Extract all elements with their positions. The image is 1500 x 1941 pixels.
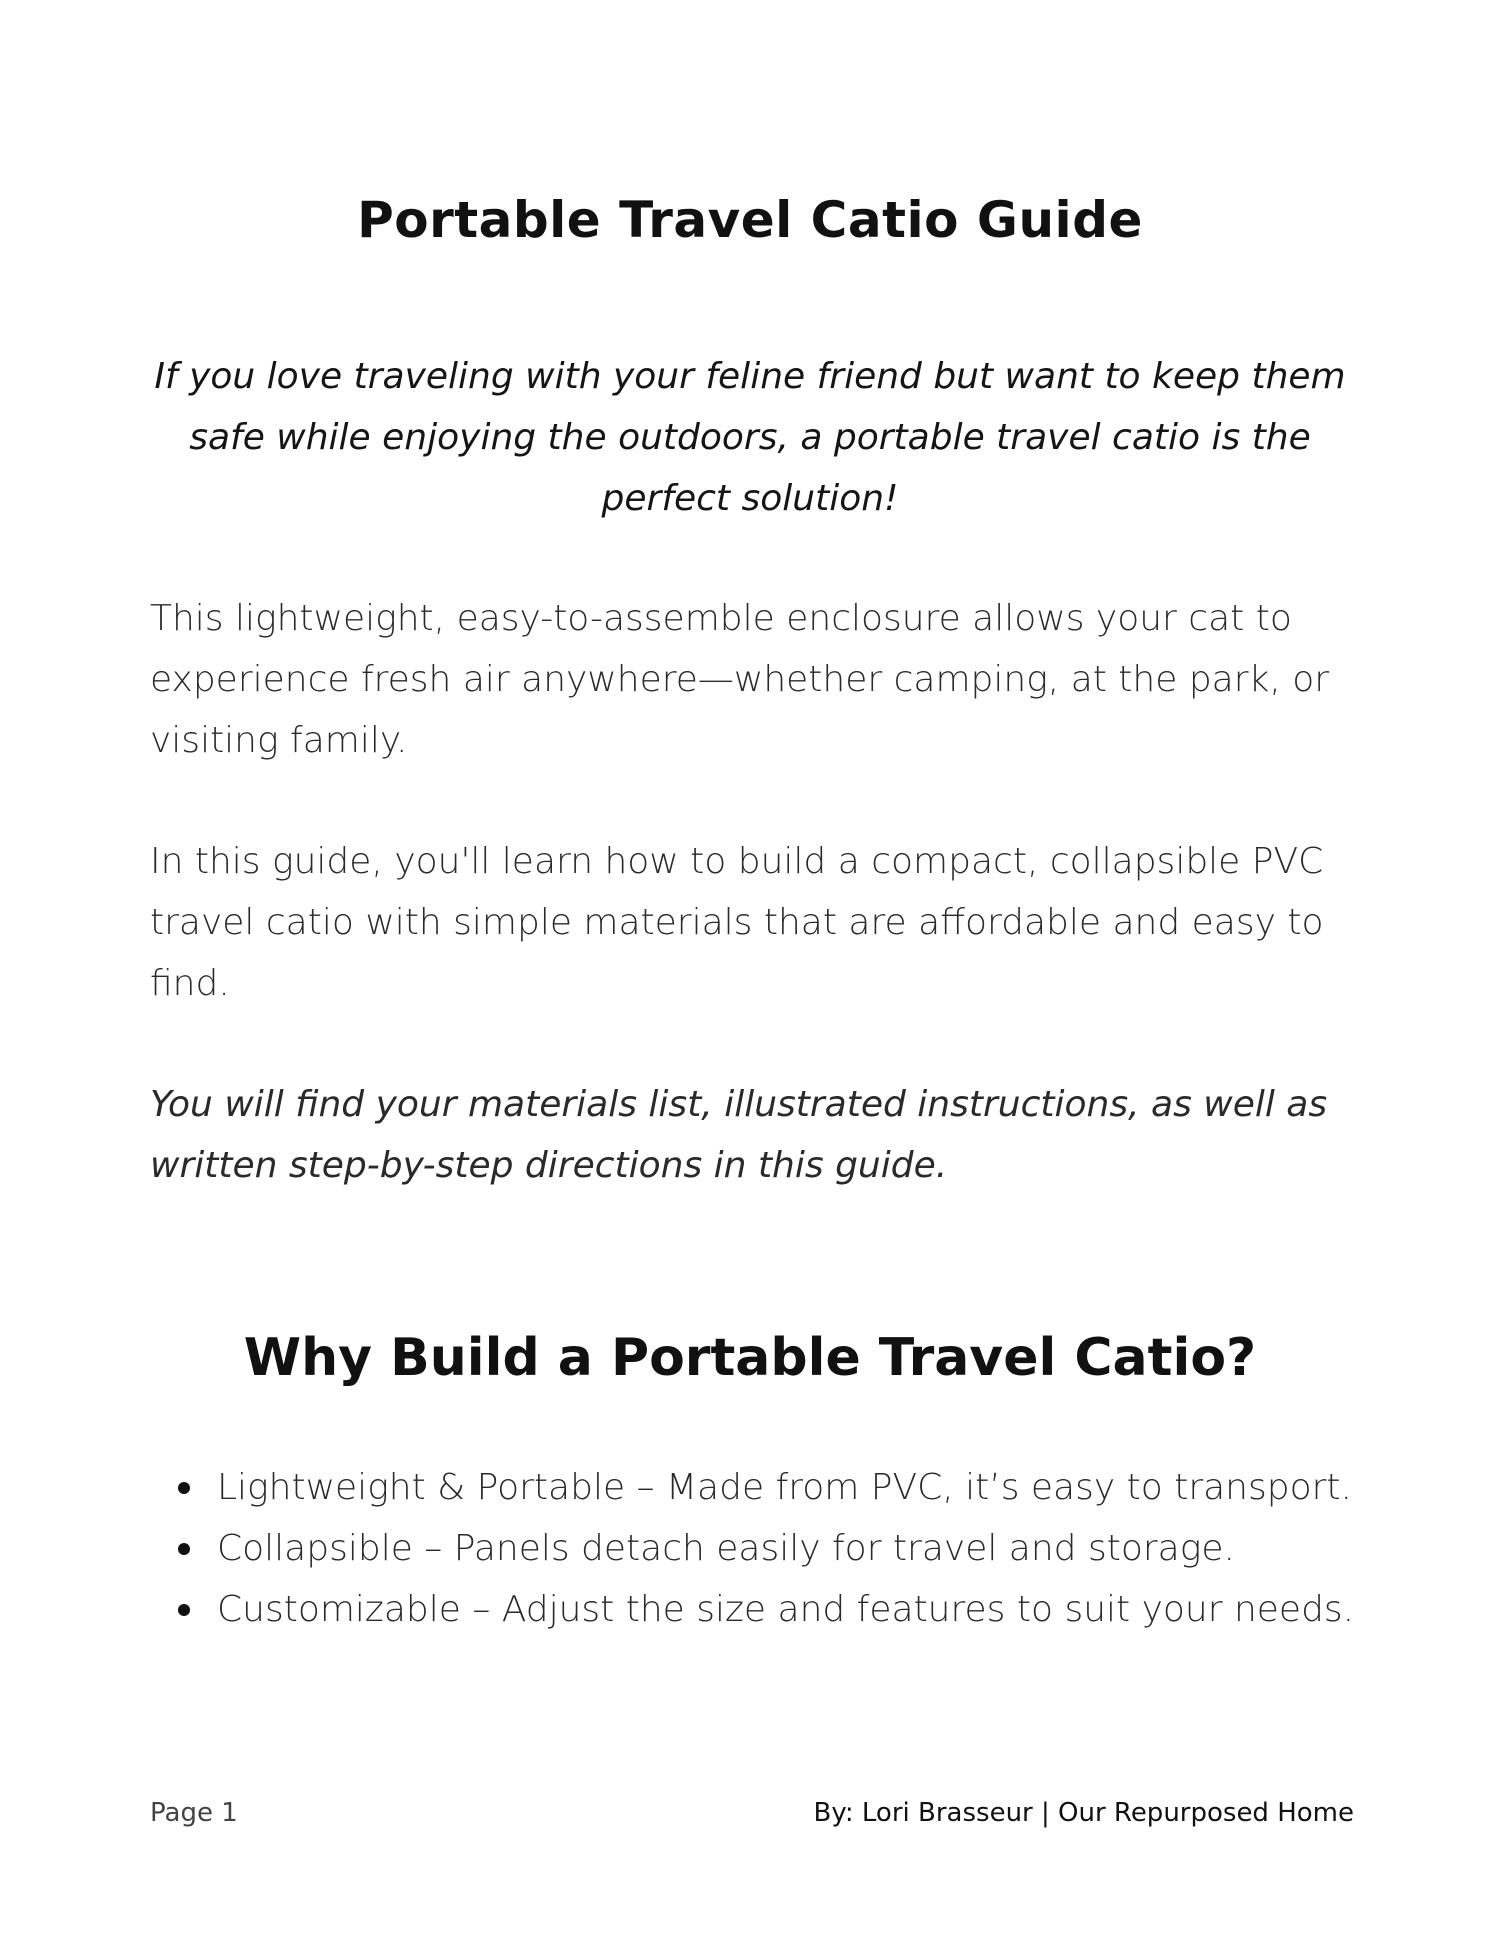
list-item-text: Lightweight & Portable – Made from PVC, it’s easy to transport.: [217, 1467, 1352, 1508]
list-item: [150, 1518, 1400, 1579]
author-byline: By: Lori Brasseur | Our Repurposed Home: [813, 1798, 1354, 1828]
bullet-icon: [178, 1543, 190, 1555]
benefits-list: [150, 1457, 1400, 1640]
section-title: Why Build a Portable Travel Catio?: [243, 1328, 1257, 1388]
body-paragraph-2: In this guide, you'll learn how to build a compact, collapsible PVC travel catio with simple materials that are affordable and easy to find.: [150, 841, 1324, 1004]
page-title: Portable Travel Catio Guide: [357, 191, 1143, 249]
bullet-icon: [178, 1604, 190, 1616]
page-number: Page 1: [150, 1798, 238, 1828]
body-paragraph-1: This lightweight, easy-to-assemble enclosure allows your cat to experience fresh air anywhere—whether camping, at the park, or visiting family.: [150, 598, 1330, 761]
list-item: [150, 1457, 1400, 1518]
list-item: [150, 1579, 1400, 1640]
bullet-icon: [178, 1482, 190, 1494]
list-item-text: Collapsible – Panels detach easily for travel and storage.: [217, 1528, 1235, 1569]
intro-paragraph: If you love traveling with your feline friend but want to keep them safe while enjoying the outdoors, a portable travel catio is the perfect solution!: [154, 356, 1346, 519]
list-item-text: Customizable – Adjust the size and features to suit your needs.: [217, 1589, 1355, 1630]
body-paragraph-3: You will find your materials list, illustrated instructions, as well as written step-by-step directions in this guide.: [150, 1084, 1328, 1186]
